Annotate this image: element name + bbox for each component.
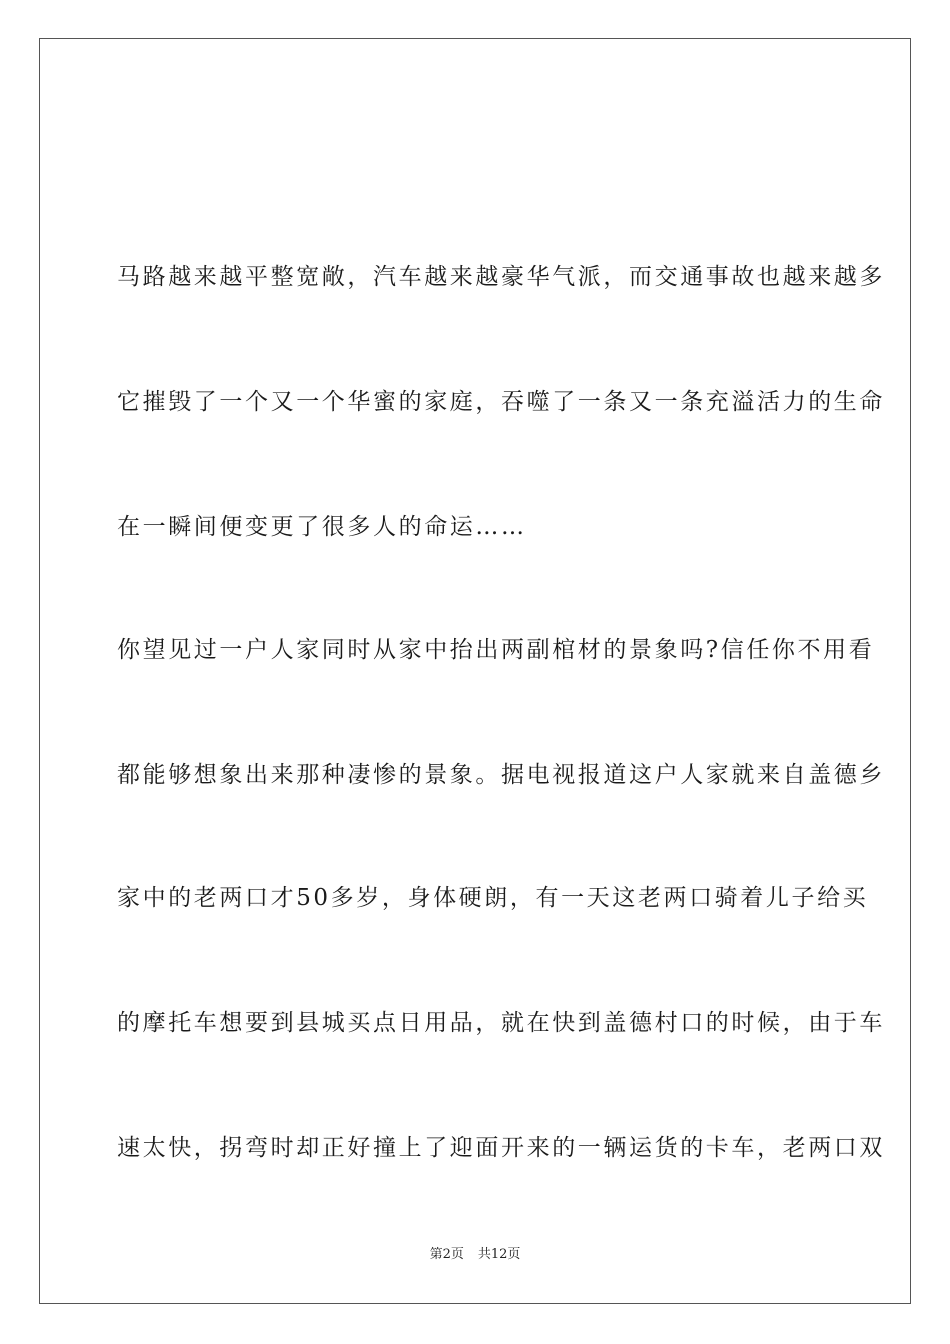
body-text-line-2: 它摧毁了一个又一个华蜜的家庭，吞噬了一条又一条充溢活力的生命 xyxy=(117,389,885,415)
body-text-line-4: 你望见过一户人家同时从家中抬出两副棺材的景象吗?信任你不用看 xyxy=(117,637,875,663)
body-text-line-8: 速太快，拐弯时却正好撞上了迎面开来的一辆运货的卡车，老两口双 xyxy=(117,1135,885,1161)
page-number: 第2页 xyxy=(429,1247,464,1262)
body-text-line-5: 都能够想象出来那种凄惨的景象。据电视报道这户人家就来自盖德乡 xyxy=(117,762,885,788)
page-border xyxy=(39,38,911,1304)
body-text-line-3: 在一瞬间便变更了很多人的命运…… xyxy=(117,514,527,540)
body-text-line-1: 马路越来越平整宽敞，汽车越来越豪华气派，而交通事故也越来越多 xyxy=(117,264,885,290)
page-footer xyxy=(0,1246,950,1264)
body-text-line-6: 家中的老两口才50多岁，身体硬朗，有一天这老两口骑着儿子给买 xyxy=(117,885,869,911)
body-text-line-7: 的摩托车想要到县城买点日用品，就在快到盖德村口的时候，由于车 xyxy=(117,1010,885,1036)
page-total: 共12页 xyxy=(477,1247,521,1262)
